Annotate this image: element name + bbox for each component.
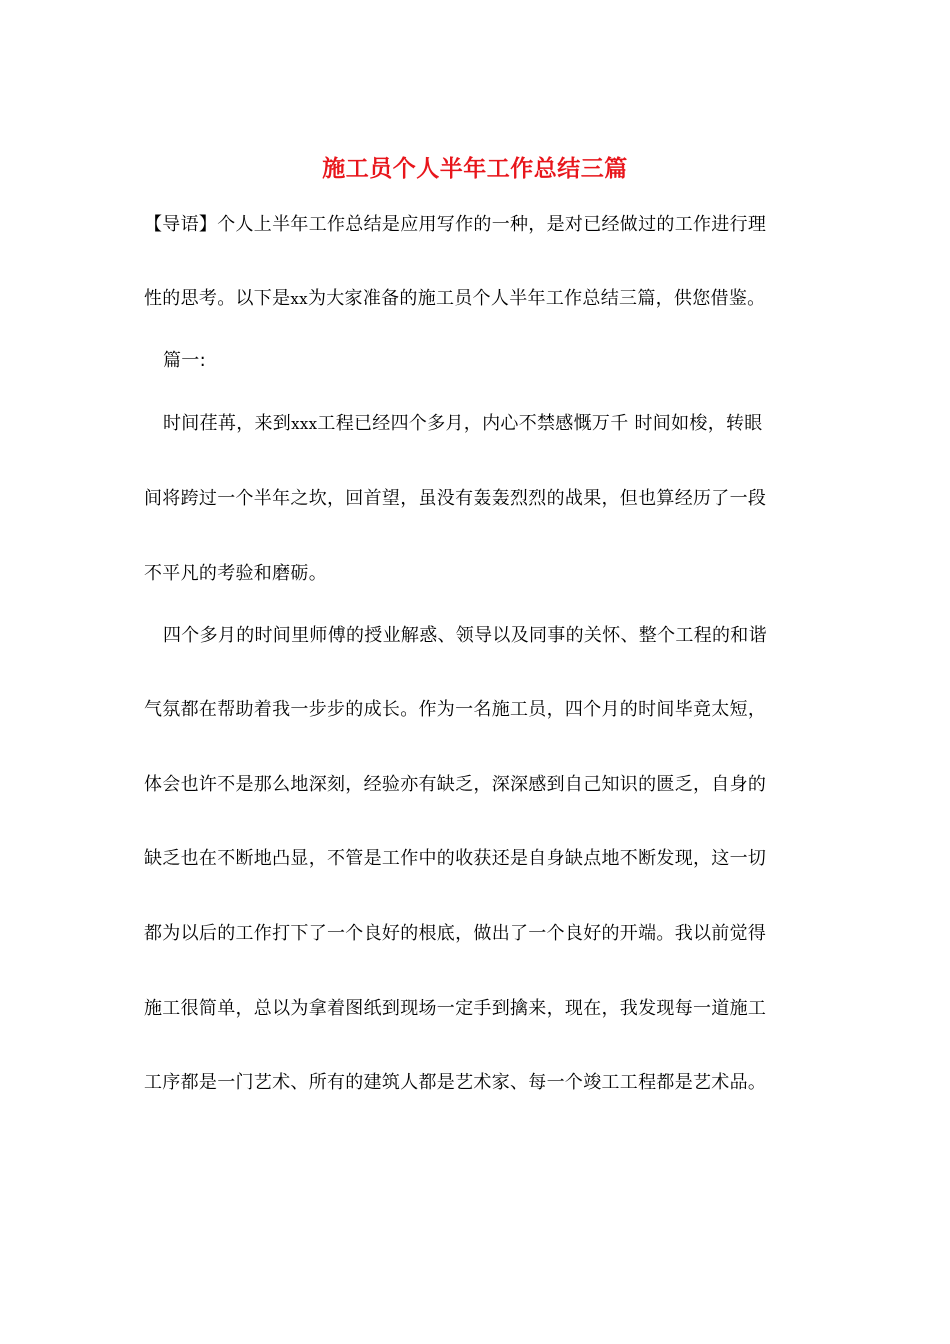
section-heading bbox=[163, 349, 814, 373]
text-line bbox=[144, 922, 814, 946]
placeholder-text: xx bbox=[290, 290, 308, 308]
text-line bbox=[163, 624, 814, 648]
text-segment: 时间荏苒，来到 bbox=[163, 413, 292, 434]
document-title: 施工员个人半年工作总结三篇 bbox=[322, 155, 628, 182]
text-segment: 都为以后的工作打下了一个良好的根底，做出了一个良好的开端。我以前觉得 bbox=[144, 923, 767, 944]
text-line bbox=[144, 487, 814, 511]
text-segment: 体会也许不是那么地深刻，经验亦有缺乏，深深感到自己知识的匮乏，自身的 bbox=[144, 774, 767, 795]
text-segment: 为大家准备的施工员个人半年工作总结三篇，供您借鉴。 bbox=[307, 288, 766, 309]
text-segment: 缺乏也在不断地凸显，不管是工作中的收获还是自身缺点地不断发现，这一切 bbox=[144, 848, 767, 869]
text-segment: 间将跨过一个半年之坎，回首望，虽没有轰轰烈烈的战果，但也算经历了一段 bbox=[144, 488, 767, 509]
placeholder-text: xxx bbox=[291, 415, 318, 433]
text-segment: 工序都是一门艺术、所有的建筑人都是艺术家、每一个竣工工程都是艺术品。 bbox=[144, 1072, 767, 1093]
text-segment: 不平凡的考验和磨砺。 bbox=[144, 563, 327, 584]
text-segment: 施工很简单，总以为拿着图纸到现场一定手到擒来，现在，我发现每一道施工 bbox=[144, 998, 767, 1019]
text-line bbox=[144, 698, 814, 722]
text-line bbox=[144, 997, 814, 1021]
text-line bbox=[144, 1071, 814, 1095]
text-segment: 篇一: bbox=[163, 350, 206, 371]
text-segment: 性的思考。以下是 bbox=[144, 288, 291, 309]
text-segment: 气氛都在帮助着我一步步的成长。作为一名施工员，四个月的时间毕竟太短， bbox=[144, 699, 767, 720]
text-line bbox=[144, 287, 814, 311]
text-line bbox=[144, 847, 814, 871]
text-line bbox=[144, 773, 814, 797]
text-segment: 四个多月的时间里师傅的授业解惑、领导以及同事的关怀、整个工程的和谐 bbox=[163, 625, 767, 646]
text-line bbox=[144, 562, 814, 586]
text-line bbox=[163, 412, 814, 436]
text-segment: 【导语】个人上半年工作总结是应用写作的一种，是对已经做过的工作进行理 bbox=[144, 214, 767, 235]
text-line bbox=[144, 213, 814, 237]
text-segment: 工程已经四个多月，内心不禁感慨万千 时间如梭，转眼 bbox=[317, 413, 763, 434]
